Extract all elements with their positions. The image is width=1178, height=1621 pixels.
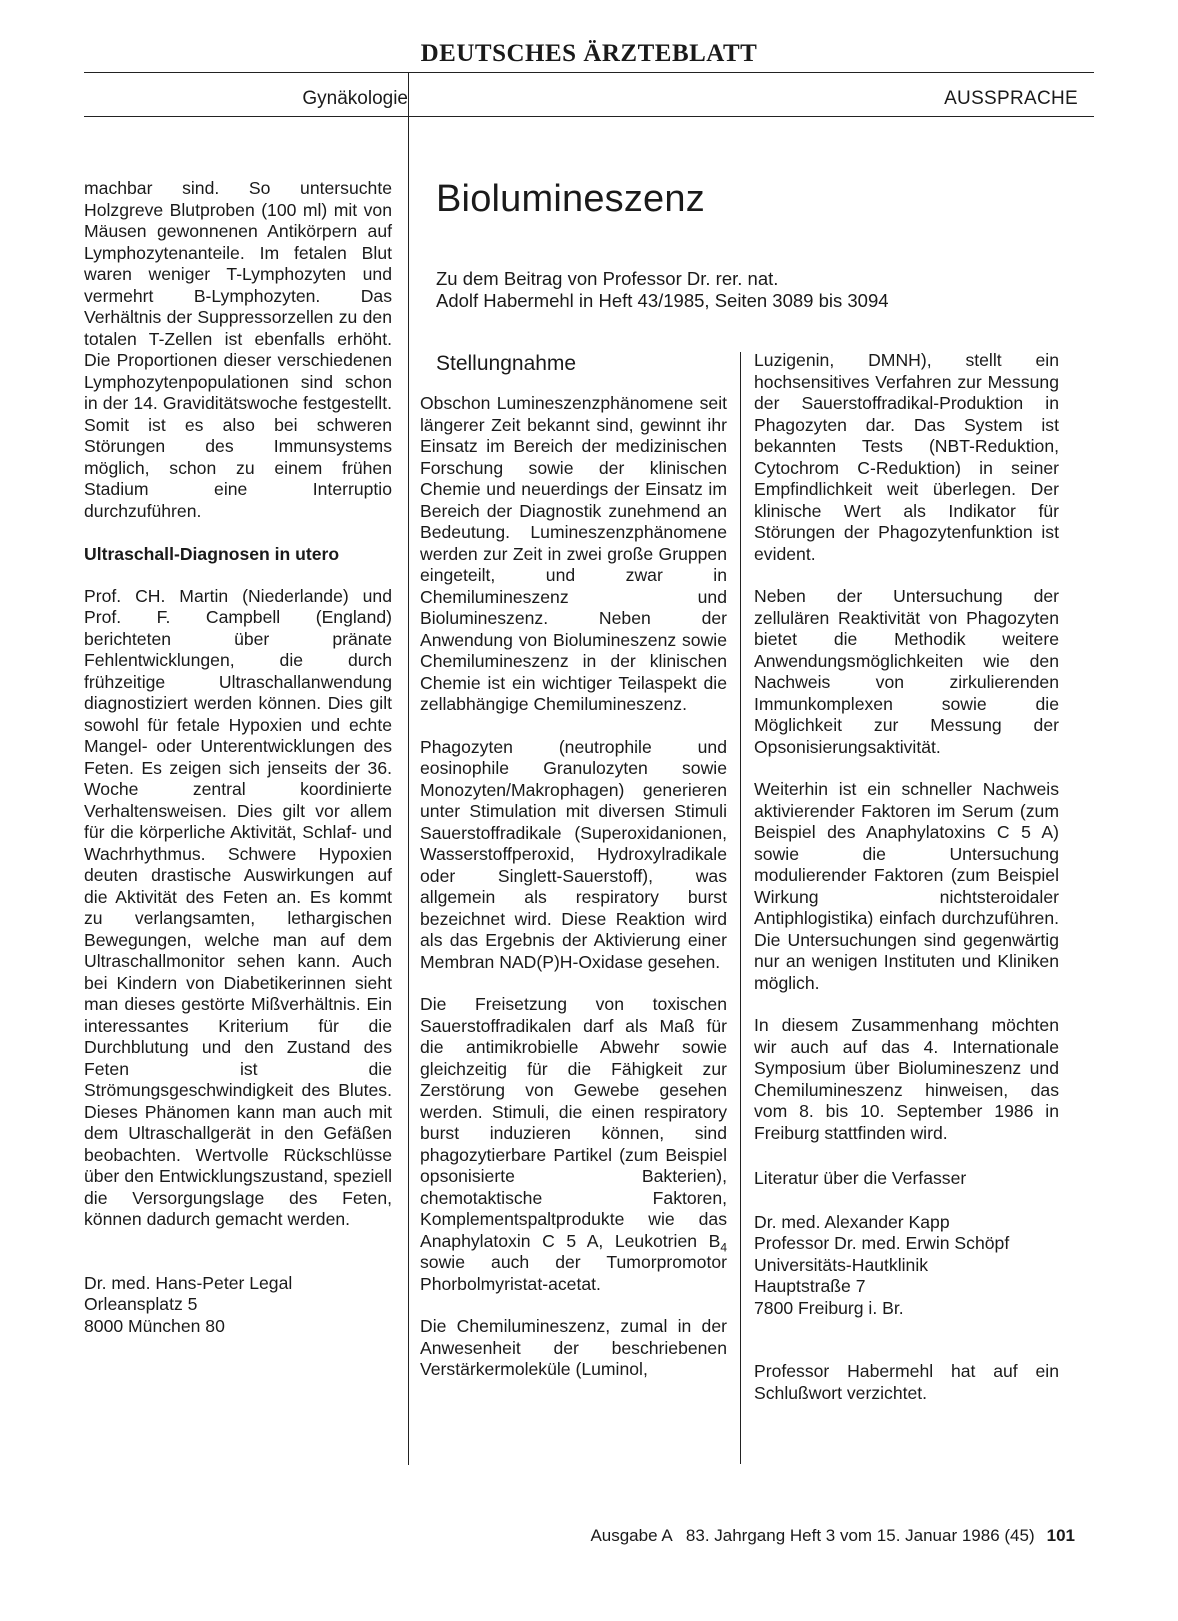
section-heading: Stellungnahme (436, 352, 577, 375)
left-author-city: 8000 München 80 (84, 1315, 225, 1336)
column-divider-main (408, 73, 409, 1465)
footer-issue: Ausgabe A 83. Jahrgang Heft 3 vom 15. Januar 1986 (45) (590, 1526, 1035, 1545)
header-rule-left (84, 116, 408, 117)
article-subtitle-line-1: Zu dem Beitrag von Professor Dr. rer. nat. (436, 268, 779, 289)
article-title: Biolumineszenz (436, 178, 705, 220)
closing-note: Professor Habermehl hat auf ein Schlußwort verzichtet. (754, 1361, 1059, 1403)
left-author-address (84, 1273, 392, 1338)
masthead: DEUTSCHES ÄRZTEBLATT (420, 40, 758, 67)
middle-paragraph-3 (420, 994, 727, 1295)
page-number: 101 (1046, 1526, 1075, 1545)
left-subheading: Ultraschall-Diagnosen in utero (84, 544, 340, 564)
right-addr-4: Hauptstraße 7 (754, 1276, 866, 1296)
right-paragraph-4: In diesem Zusammenhang möchten wir auch auf das 4. Internationale Symposium über Biolumineszenz und Chemilumineszenz hinweisen, das vom 8. bis 10. September 1986 in Freiburg stattfinden wird. (754, 1015, 1059, 1143)
left-column (84, 178, 392, 1337)
middle-paragraph-3-subscript: 4 (720, 1240, 727, 1255)
right-paragraph-1: Luzigenin, DMNH), stellt ein hochsensitives Verfahren zur Messung der Sauerstoffradikal-Produktion in Phagozyten dar. Das System ist bekannten Tests (NBT-Reduktion, Cytochrom C-Reduktion) in seiner Empfindlichkeit weit überlegen. Der klinische Wert als Indikator für Störungen der Phagozytenfunktion ist evident. (754, 350, 1059, 564)
article-subtitle (436, 268, 889, 312)
left-author-name: Dr. med. Hans-Peter Legal (84, 1272, 293, 1293)
right-addr-5: 7800 Freiburg i. Br. (754, 1297, 904, 1318)
middle-paragraph-1: Obschon Lumineszenzphänomene seit längerer Zeit bekannt sind, gewinnt ihr Einsatz im Bereich der medizinischen Forschung sowie der klinischen Chemie und neuerdings der Einsatz im Bereich der Diagnostik zunehmend an Bedeutung. Lumineszenzphänomene werden zur Zeit in zwei große Gruppen eingeteilt, und zwar in Chemilumineszenz und Biolumineszenz. Neben der Anwendung von Biolumineszenz sowie Chemilumineszenz in der klinischen Chemie ist ein wichtiger Teilaspekt die zellabhängige Chemilumineszenz. (420, 393, 727, 714)
left-paragraph-1: machbar sind. So untersuchte Holzgreve Blutproben (100 ml) mit von Mäusen gewonnenen Antikörpern auf Lymphozytenanteile. Im fetalen Blut waren weniger T-Lymphozyten und vermehrt B-Lymphozyten. Das Verhältnis der Suppressorzellen zu den totalen T-Zellen ist ebenfalls erhöht. Die Proportionen dieser verschiedenen Lymphozytenpopulationen sind schon in der 14. Graviditätswoche festgestellt. Somit ist es also bei schweren Störungen des Immunsystems möglich, schon zu einem frühen Stadium eine Interruptio durchzuführen. (84, 178, 392, 521)
middle-paragraph-3-text-a: Die Freisetzung von toxischen Sauerstoffradikalen darf als Maß für die antimikrobielle Abwehr sowie gleichzeitig für die Fähigkeit zur Zerstörung von Gewebe gesehen werden. Stimuli, die einen respiratory burst induzieren können, sind phagozytierbare Partikel (zum Beispiel opsonisierte Bakterien), chemotaktische Faktoren, Komplementspaltprodukte wie das Anaphylatoxin C 5 A, Leukotrien B (420, 994, 727, 1251)
article-subtitle-line-2: Adolf Habermehl in Heft 43/1985, Seiten 3089 bis 3094 (436, 290, 889, 311)
header-rule-top (84, 72, 1094, 73)
right-addr-1: Dr. med. Alexander Kapp (754, 1211, 950, 1232)
section-label-left: Gynäkologie (302, 88, 408, 109)
column-divider-right (740, 352, 741, 1464)
right-author-address (754, 1212, 1059, 1320)
footer (590, 1526, 1075, 1546)
middle-column (420, 393, 727, 1402)
right-column (754, 350, 1059, 1425)
right-addr-2: Professor Dr. med. Erwin Schöpf (754, 1233, 1010, 1253)
right-addr-3: Universitäts-Hautklinik (754, 1254, 929, 1275)
literature-note: Literatur über die Verfasser (754, 1168, 967, 1188)
right-paragraph-3: Weiterhin ist ein schneller Nachweis aktivierender Faktoren im Serum (zum Beispiel des Anaphylatoxins C 5 A) sowie die Untersuchung modulierender Faktoren (zum Beispiel Wirkung nichtsteroidaler Antiphlogistika) einfach durchzuführen. Die Untersuchungen sind gegenwärtig nur an wenigen Instituten und Kliniken möglich. (754, 779, 1059, 993)
left-author-street: Orleansplatz 5 (84, 1294, 198, 1314)
left-paragraph-2: Prof. CH. Martin (Niederlande) und Prof. F. Campbell (England) berichteten über pränate Fehlentwicklungen, die durch frühzeitige Ultraschallanwendung diagnostiziert werden können. Dies gilt sowohl für fetale Hypoxien und echte Mangel- oder Unterentwicklungen des Feten. Es zeigen sich jenseits der 36. Woche zentral koordinierte Verhaltensweisen. Dies gilt vor allem für die körperliche Aktivität, Schlaf- und Wachrhythmus. Schwere Hypoxien deuten drastische Auswirkungen auf die Aktivität des Feten an. Es kommt zu verlangsamten, lethargischen Bewegungen, welche man auf dem Ultraschallmonitor sehen kann. Auch bei Kindern von Diabetikerinnen sieht man dieses gestörte Mißverhältnis. Ein interessantes Kriterium für die Durchblutung und den Zustand des Feten ist die Strömungsgeschwindigkeit des Blutes. Dieses Phänomen kann man auch mit dem Ultraschallgerät in den Gefäßen beobachten. Wertvolle Rückschlüsse über den Entwicklungszustand, speziell die Versorgungslage des Feten, können dadurch gemacht werden. (84, 585, 392, 1229)
middle-paragraph-3-text-b: sowie auch der Tumorpromotor Phorbolmyristat-acetat. (420, 1252, 727, 1294)
middle-paragraph-2: Phagozyten (neutrophile und eosinophile Granulozyten sowie Monozyten/Makrophagen) generieren unter Stimulation mit diversen Stimuli Sauerstoffradikale (Superoxidanionen, Wasserstoffperoxid, Hydroxylradikale oder Singlett-Sauerstoff), was allgemein als respiratory burst bezeichnet wird. Diese Reaktion wird als das Ergebnis der Aktivierung einer Membran NAD(P)H-Oxidase gesehen. (420, 736, 727, 972)
middle-paragraph-4: Die Chemilumineszenz, zumal in der Anwesenheit der beschriebenen Verstärkermoleküle (Luminol, (420, 1316, 727, 1379)
right-paragraph-2: Neben der Untersuchung der zellulären Reaktivität von Phagozyten bietet die Methodik weitere Anwendungsmöglichkeiten wie den Nachweis von zirkulierenden Immunkomplexen sowie die Möglichkeit zur Messung der Opsonisierungsaktivität. (754, 586, 1059, 757)
header-rule-right (409, 116, 1094, 117)
section-label-right: AUSSPRACHE (944, 88, 1078, 109)
